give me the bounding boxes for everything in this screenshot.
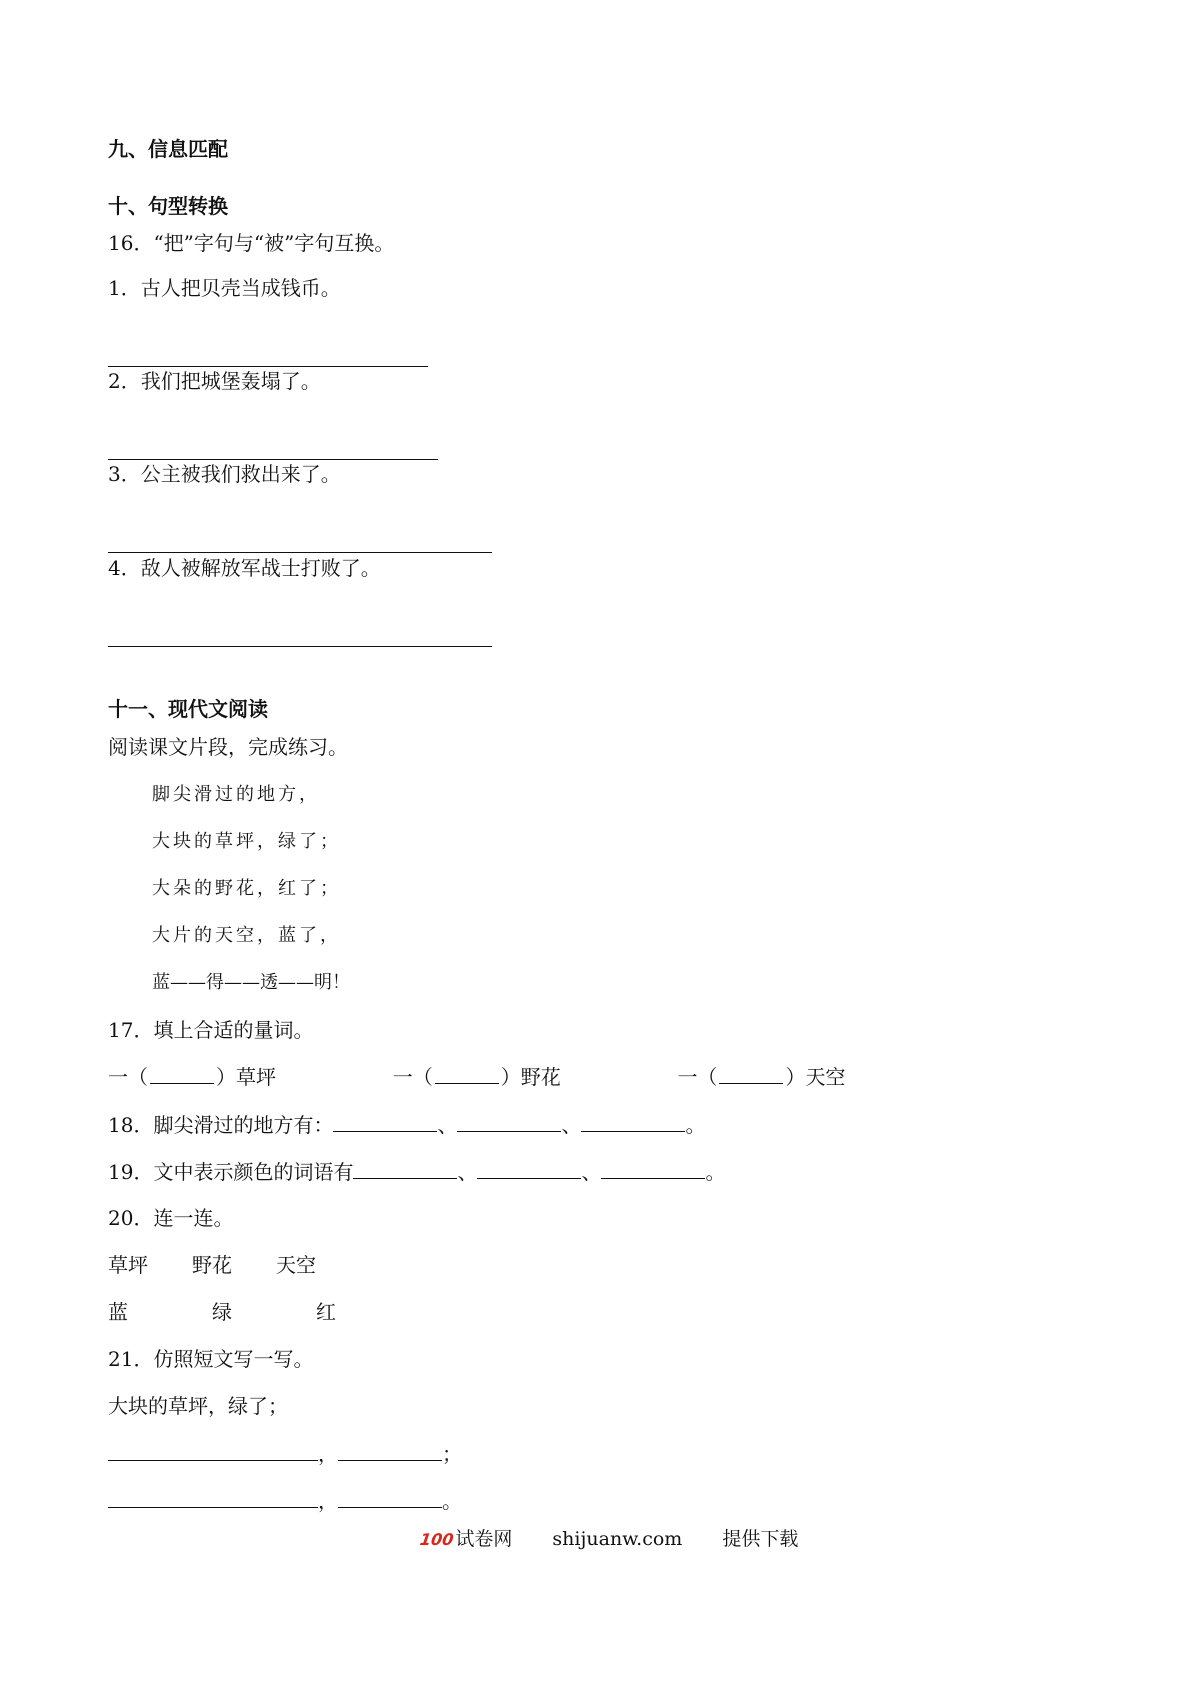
question-20-prompt: 20．连一连。	[108, 1206, 234, 1230]
section-heading-10: 十、句型转换	[108, 194, 228, 218]
footer-note: 提供下载	[722, 1528, 799, 1550]
match-item-flowers[interactable]: 野花	[192, 1253, 232, 1277]
answer-blank-19-3[interactable]	[601, 1158, 705, 1179]
question-21-answer-row-2: ， 。	[108, 1487, 462, 1514]
answer-line-16-4[interactable]	[108, 646, 492, 647]
reading-intro: 阅读课文片段，完成练习。	[108, 735, 348, 759]
answer-blank-21-1a[interactable]	[108, 1440, 318, 1461]
measure-word-blank-2[interactable]	[435, 1065, 499, 1084]
match-color-green[interactable]: 绿	[212, 1300, 232, 1324]
measure-word-blank-1[interactable]	[150, 1065, 214, 1084]
question-16-item-1: 1．古人把贝壳当成钱币。	[108, 276, 341, 300]
match-item-sky[interactable]: 天空	[276, 1253, 316, 1277]
question-19: 19．文中表示颜色的词语有 、 、 。	[108, 1160, 726, 1184]
answer-line-16-1[interactable]	[108, 366, 428, 367]
answer-line-16-3[interactable]	[108, 552, 492, 553]
match-color-red[interactable]: 红	[316, 1300, 336, 1324]
answer-blank-19-2[interactable]	[477, 1158, 581, 1179]
question-16-prompt: 16．“把”字句与“被”字句互换。	[108, 231, 395, 255]
question-21-answer-row-1: ， ；	[108, 1440, 462, 1467]
poem-line-2: 大块的草坪，绿了；	[152, 831, 341, 852]
poem-line-5: 蓝——得——透——明！	[152, 972, 350, 993]
answer-blank-21-1b[interactable]	[338, 1440, 442, 1461]
answer-blank-21-2a[interactable]	[108, 1487, 318, 1508]
answer-line-16-2[interactable]	[108, 459, 438, 460]
match-color-blue[interactable]: 蓝	[108, 1300, 128, 1324]
measure-word-item-1: 一（ ）草坪	[108, 1065, 276, 1089]
answer-blank-21-2b[interactable]	[338, 1487, 442, 1508]
page-footer	[420, 1524, 798, 1551]
site-logo: 100	[418, 1530, 455, 1549]
answer-blank-18-3[interactable]	[581, 1111, 685, 1132]
section-heading-9: 九、信息匹配	[108, 137, 228, 161]
measure-word-blank-3[interactable]	[719, 1065, 783, 1084]
matching-top-row	[108, 1252, 316, 1278]
answer-blank-18-1[interactable]	[333, 1111, 437, 1132]
poem-line-3: 大朵的野花，红了；	[152, 878, 341, 899]
site-name: 试卷网	[455, 1528, 513, 1550]
measure-word-item-2: 一（ ）野花	[392, 1065, 561, 1089]
poem-line-1: 脚尖滑过的地方，	[152, 784, 320, 805]
question-17-prompt: 17．填上合适的量词。	[108, 1018, 314, 1042]
poem-line-4: 大片的天空，蓝了，	[152, 925, 341, 946]
question-16-item-2: 2．我们把城堡轰塌了。	[108, 369, 321, 393]
answer-blank-18-2[interactable]	[457, 1111, 561, 1132]
section-heading-11: 十一、现代文阅读	[108, 697, 268, 721]
question-16-item-3: 3．公主被我们救出来了。	[108, 462, 341, 486]
answer-blank-19-1[interactable]	[353, 1158, 457, 1179]
matching-bottom-row	[108, 1299, 336, 1325]
measure-word-item-3: 一（ ）天空	[677, 1065, 846, 1089]
question-16-item-4: 4．敌人被解放军战士打败了。	[108, 556, 381, 580]
question-17-row	[108, 1064, 845, 1090]
question-18: 18．脚尖滑过的地方有： 、 、 。	[108, 1113, 706, 1137]
question-21-example: 大块的草坪，绿了；	[108, 1394, 288, 1418]
question-21-prompt: 21．仿照短文写一写。	[108, 1347, 314, 1371]
site-domain[interactable]: shijuanw.com	[552, 1528, 683, 1550]
match-item-grass[interactable]: 草坪	[108, 1253, 148, 1277]
